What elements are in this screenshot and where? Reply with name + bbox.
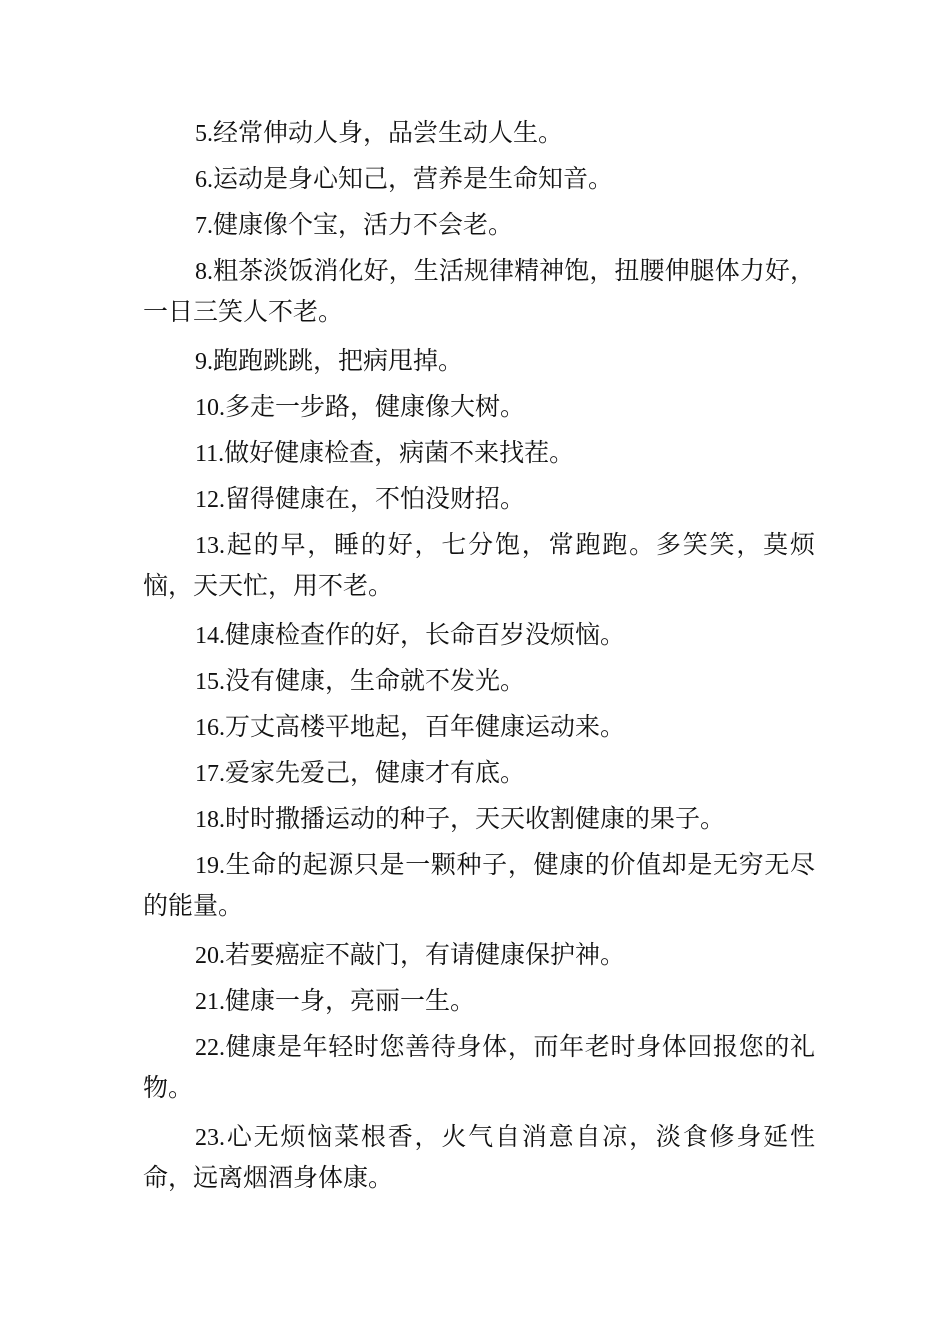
item-number: 17. [195,761,225,787]
list-item [143,799,815,840]
item-number: 18. [195,807,225,833]
item-number: 6. [195,167,213,193]
item-number: 8. [195,259,213,285]
item-text: 心无烦恼菜根香，火气自消意自凉，淡食修身延性命，远离烟酒身体康。 [143,1122,815,1192]
list-item [143,205,815,246]
list-item [143,159,815,200]
list-item [143,661,815,702]
item-text: 粗茶淡饭消化好，生活规律精神饱，扭腰伸腿体力好，一日三笑人不老。 [143,256,815,326]
list-item [143,1117,815,1198]
list-item [143,251,815,332]
list-item [143,935,815,976]
item-text: 爱家先爱己，健康才有底。 [225,758,526,787]
item-text: 做好健康检查，病菌不来找茬。 [224,438,575,467]
item-text: 时时撒播运动的种子，天天收割健康的果子。 [225,804,726,833]
item-number: 13. [195,533,225,559]
item-number: 11. [195,441,225,467]
list-item [143,387,815,428]
item-text: 留得健康在，不怕没财招。 [225,484,526,513]
list-item [143,479,815,520]
list-item [143,753,815,794]
list-item [143,525,815,606]
list-item [143,615,815,656]
item-text: 万丈高楼平地起，百年健康运动来。 [225,712,626,741]
item-number: 15. [195,669,225,695]
item-text: 跑跑跳跳，把病甩掉。 [213,346,464,375]
item-number: 7. [195,213,213,239]
item-number: 10. [195,395,225,421]
item-number: 9. [195,349,213,375]
item-text: 健康检查作的好，长命百岁没烦恼。 [225,620,626,649]
item-number: 12. [195,487,225,513]
item-number: 5. [195,121,213,147]
item-number: 19. [195,853,225,879]
item-number: 22. [195,1035,225,1061]
item-text: 健康一身，亮丽一生。 [225,986,476,1015]
item-text: 经常伸动人身，品尝生动人生。 [213,118,564,147]
item-number: 21. [195,989,225,1015]
item-number: 16. [195,715,225,741]
item-number: 20. [195,943,225,969]
item-number: 23. [195,1125,225,1151]
item-text: 健康是年轻时您善待身体，而年老时身体回报您的礼物。 [143,1032,815,1102]
list-item [143,433,815,474]
list-item [143,981,815,1022]
item-text: 健康像个宝，活力不会老。 [213,210,514,239]
list-item [143,845,815,926]
item-text: 没有健康，生命就不发光。 [225,666,526,695]
list-item [143,341,815,382]
list-item [143,1027,815,1108]
item-text: 生命的起源只是一颗种子，健康的价值却是无穷无尽的能量。 [143,850,815,920]
item-text: 起的早，睡的好，七分饱，常跑跑。多笑笑，莫烦恼，天天忙，用不老。 [143,530,815,600]
slogan-list [143,113,815,1203]
list-item [143,707,815,748]
item-number: 14. [195,623,225,649]
item-text: 若要癌症不敲门，有请健康保护神。 [225,940,626,969]
item-text: 多走一步路，健康像大树。 [225,392,526,421]
item-text: 运动是身心知己，营养是生命知音。 [213,164,614,193]
list-item [143,113,815,154]
